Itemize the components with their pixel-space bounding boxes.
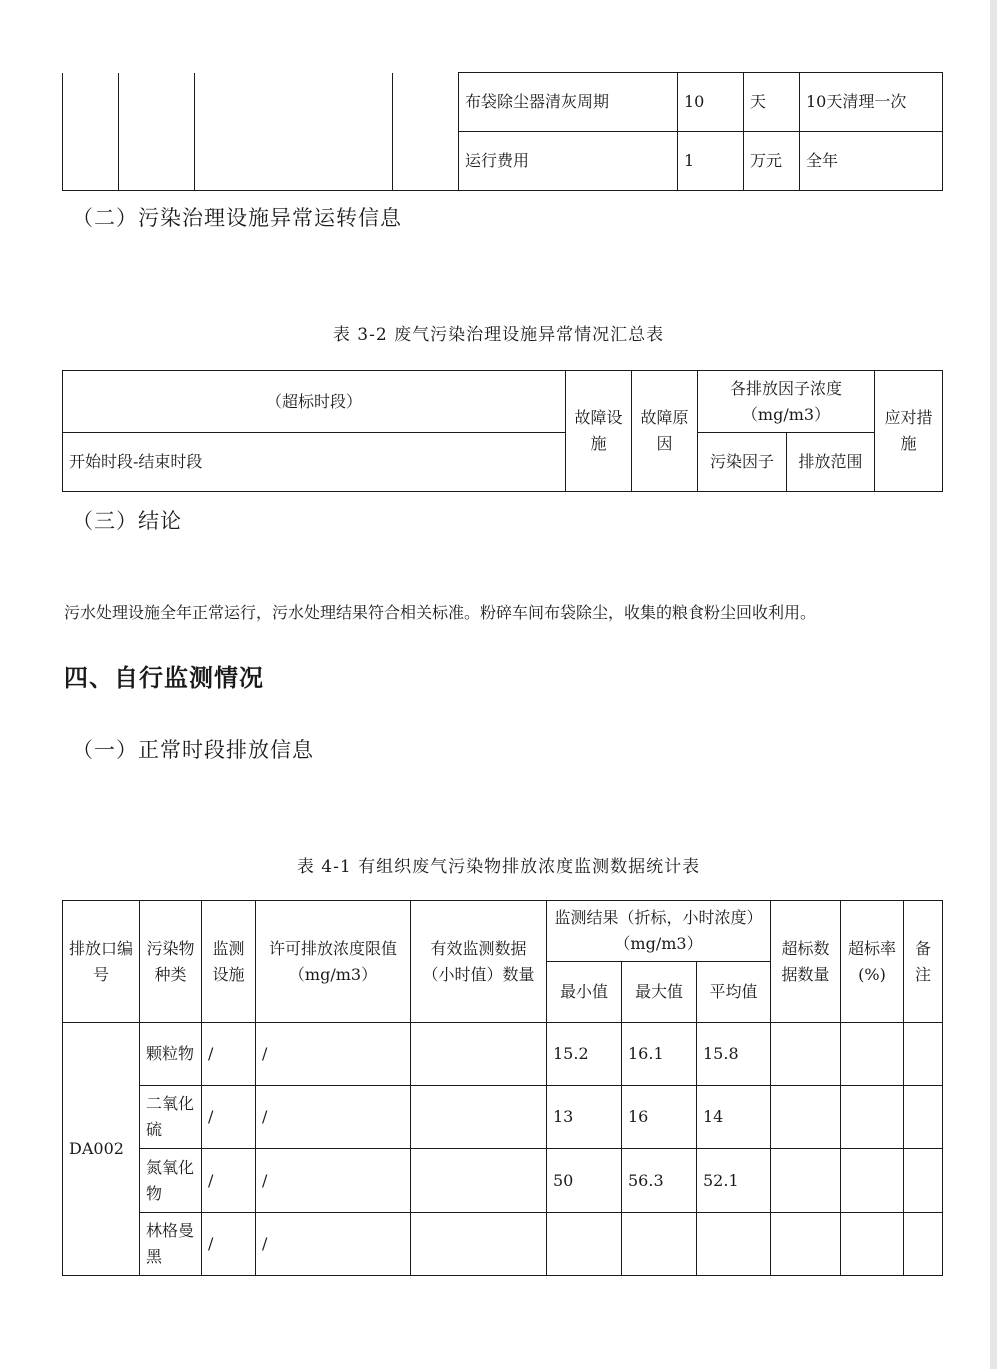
count-cell bbox=[411, 1149, 547, 1213]
header-remark: 备注 bbox=[904, 901, 943, 1023]
limit-cell: / bbox=[256, 1213, 411, 1276]
section-2-heading: （二）污染治理设施异常运转信息 bbox=[72, 206, 402, 230]
item-cell: 布袋除尘器清灰周期 bbox=[459, 73, 678, 132]
avg-cell bbox=[697, 1213, 771, 1276]
exceed-count-cell bbox=[771, 1086, 841, 1149]
exceed-count-cell bbox=[771, 1023, 841, 1086]
section-4-1-heading: （一）正常时段排放信息 bbox=[72, 738, 314, 762]
top-continuation-table bbox=[62, 72, 943, 191]
table-4-1 bbox=[62, 900, 943, 1276]
header-range: 排放范围 bbox=[787, 433, 875, 492]
chapter-4-heading: 四、自行监测情况 bbox=[64, 664, 264, 692]
min-cell bbox=[547, 1213, 622, 1276]
table-row bbox=[63, 1213, 943, 1276]
remark-cell bbox=[904, 1023, 943, 1086]
item-cell: 运行费用 bbox=[459, 132, 678, 191]
header-fault-reason: 故障原因 bbox=[632, 371, 698, 492]
header-pollutant: 污染物种类 bbox=[140, 901, 202, 1023]
table-row bbox=[63, 1023, 943, 1086]
header-measures: 应对措施 bbox=[875, 371, 943, 492]
pollutant-cell: 林格曼黑 bbox=[140, 1213, 202, 1276]
header-fault-facility: 故障设施 bbox=[566, 371, 632, 492]
count-cell bbox=[411, 1213, 547, 1276]
max-cell: 16.1 bbox=[622, 1023, 697, 1086]
remark-cell bbox=[904, 1086, 943, 1149]
header-outlet: 排放口编号 bbox=[63, 901, 140, 1023]
header-max: 最大值 bbox=[622, 962, 697, 1023]
max-cell: 56.3 bbox=[622, 1149, 697, 1213]
value-cell: 1 bbox=[678, 132, 744, 191]
note-cell: 全年 bbox=[800, 132, 943, 191]
empty-cell bbox=[195, 73, 393, 191]
facility-cell: / bbox=[202, 1149, 256, 1213]
exceed-count-cell bbox=[771, 1149, 841, 1213]
remark-cell bbox=[904, 1149, 943, 1213]
header-period-sub: 开始时段-结束时段 bbox=[63, 433, 566, 492]
count-cell bbox=[411, 1023, 547, 1086]
pollutant-cell: 颗粒物 bbox=[140, 1023, 202, 1086]
empty-cell bbox=[119, 73, 195, 191]
max-cell bbox=[622, 1213, 697, 1276]
pollutant-cell: 二氧化硫 bbox=[140, 1086, 202, 1149]
facility-cell: / bbox=[202, 1023, 256, 1086]
unit-cell: 天 bbox=[744, 73, 800, 132]
unit-cell: 万元 bbox=[744, 132, 800, 191]
table-row bbox=[63, 1149, 943, 1213]
pollutant-cell: 氮氧化物 bbox=[140, 1149, 202, 1213]
min-cell: 50 bbox=[547, 1149, 622, 1213]
limit-cell: / bbox=[256, 1149, 411, 1213]
header-factor: 污染因子 bbox=[698, 433, 787, 492]
outlet-id-cell: DA002 bbox=[63, 1023, 140, 1276]
header-concentration: 各排放因子浓度（mg/m3） bbox=[698, 371, 875, 433]
max-cell: 16 bbox=[622, 1086, 697, 1149]
header-exceed-rate: 超标率(%) bbox=[841, 901, 904, 1023]
section-3-heading: （三）结论 bbox=[72, 509, 182, 533]
exceed-rate-cell bbox=[841, 1086, 904, 1149]
table-3-2 bbox=[62, 370, 943, 492]
table-4-1-caption: 表 4-1 有组织废气污染物排放浓度监测数据统计表 bbox=[296, 857, 701, 877]
avg-cell: 15.8 bbox=[697, 1023, 771, 1086]
header-result: 监测结果（折标，小时浓度）（mg/m3） bbox=[547, 901, 771, 962]
remark-cell bbox=[904, 1213, 943, 1276]
limit-cell: / bbox=[256, 1086, 411, 1149]
table-row bbox=[63, 1086, 943, 1149]
empty-cell bbox=[63, 73, 119, 191]
exceed-rate-cell bbox=[841, 1149, 904, 1213]
header-avg: 平均值 bbox=[697, 962, 771, 1023]
header-min: 最小值 bbox=[547, 962, 622, 1023]
facility-cell: / bbox=[202, 1213, 256, 1276]
note-cell: 10天清理一次 bbox=[800, 73, 943, 132]
header-exceed-count: 超标数据数量 bbox=[771, 901, 841, 1023]
header-period: （超标时段） bbox=[63, 371, 566, 433]
min-cell: 15.2 bbox=[547, 1023, 622, 1086]
exceed-rate-cell bbox=[841, 1023, 904, 1086]
header-facility: 监测设施 bbox=[202, 901, 256, 1023]
table-3-2-caption: 表 3-2 废气污染治理设施异常情况汇总表 bbox=[332, 325, 665, 345]
count-cell bbox=[411, 1086, 547, 1149]
page-edge-bar bbox=[990, 0, 997, 1369]
conclusion-paragraph: 污水处理设施全年正常运行，污水处理结果符合相关标准。粉碎车间布袋除尘，收集的粮食粉尘回收利用。 bbox=[64, 603, 817, 622]
exceed-count-cell bbox=[771, 1213, 841, 1276]
header-count: 有效监测数据（小时值）数量 bbox=[411, 901, 547, 1023]
exceed-rate-cell bbox=[841, 1213, 904, 1276]
value-cell: 10 bbox=[678, 73, 744, 132]
avg-cell: 52.1 bbox=[697, 1149, 771, 1213]
facility-cell: / bbox=[202, 1086, 256, 1149]
limit-cell: / bbox=[256, 1023, 411, 1086]
empty-cell bbox=[393, 73, 459, 191]
header-limit: 许可排放浓度限值（mg/m3） bbox=[256, 901, 411, 1023]
avg-cell: 14 bbox=[697, 1086, 771, 1149]
min-cell: 13 bbox=[547, 1086, 622, 1149]
